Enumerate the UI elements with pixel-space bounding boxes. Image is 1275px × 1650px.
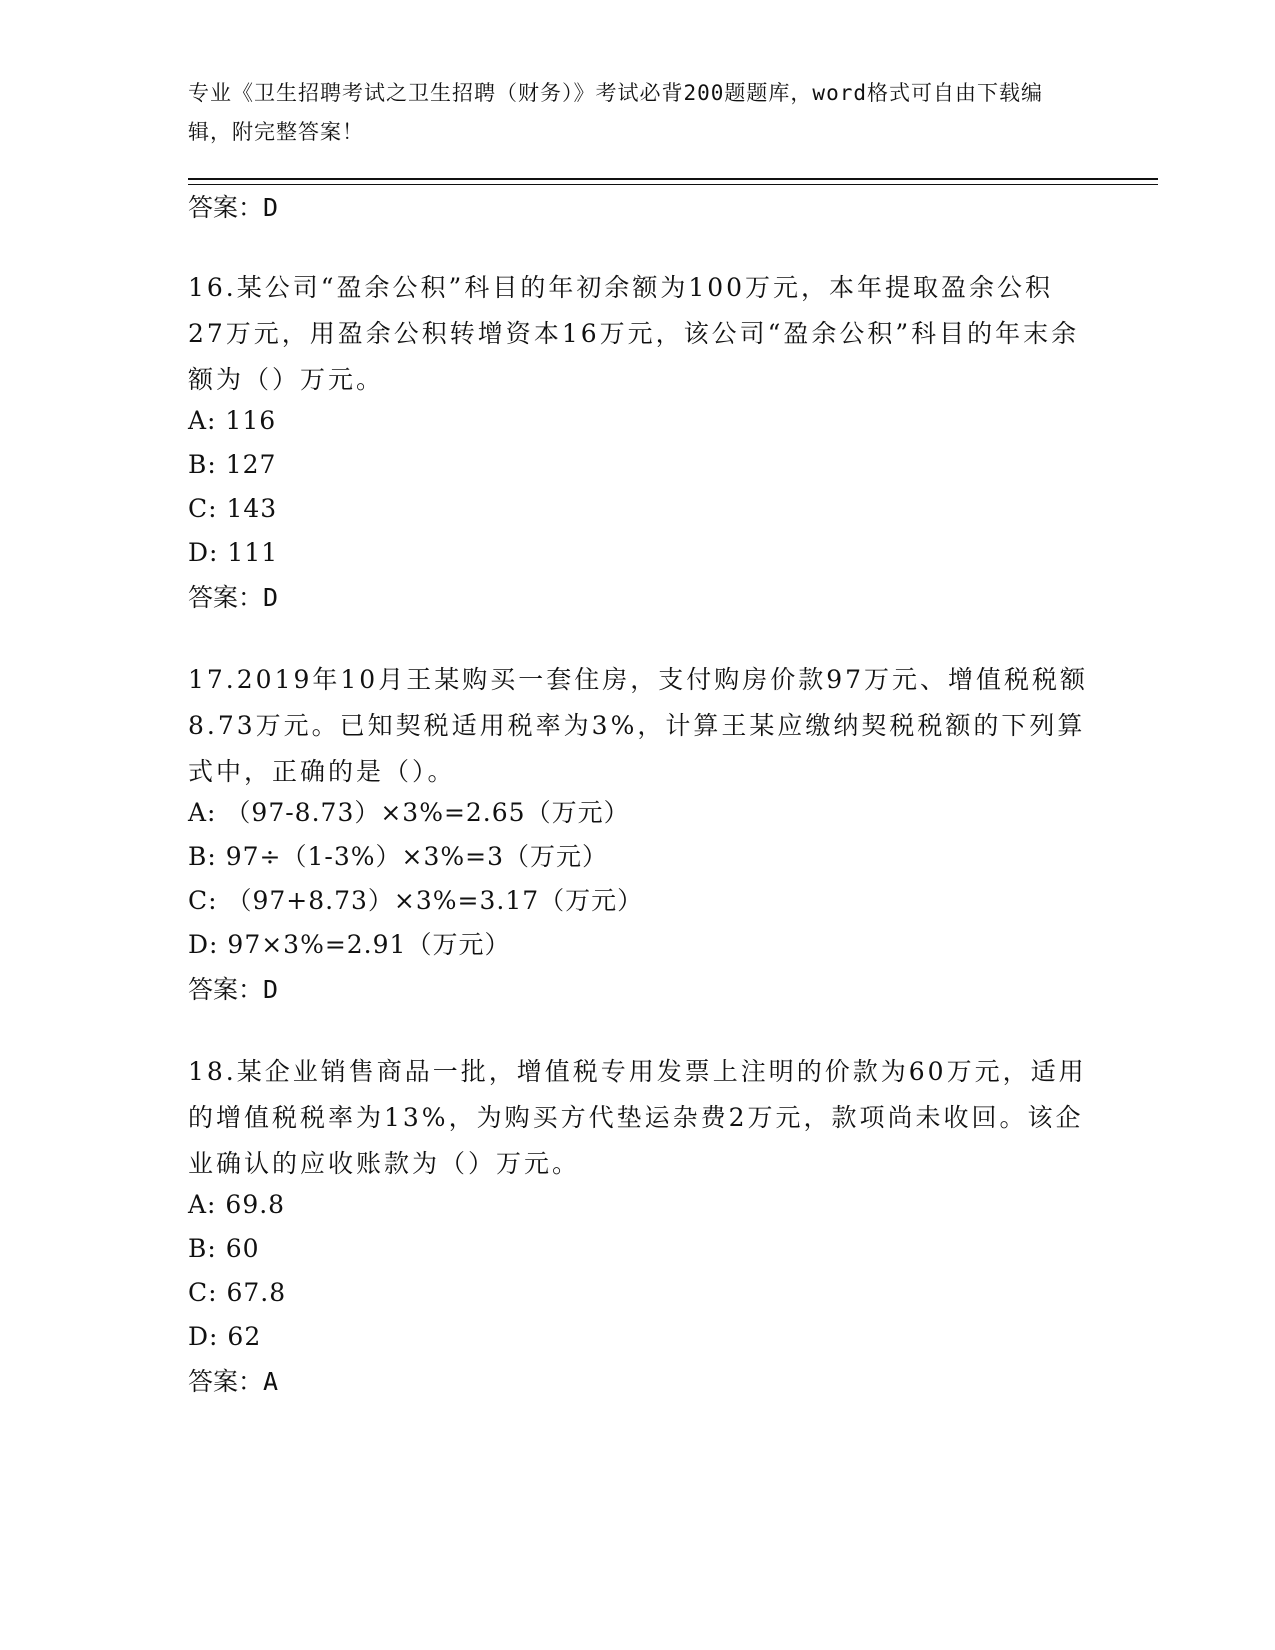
header-rule-thick [188,178,1158,180]
option-c: C: 67.8 [188,1278,287,1307]
question-text: 17.2019年10月王某购买一套住房，支付购房价款97万元、增值税税额8.73万元。已知契税适用税率为3%，计算王某应缴纳契税税额的下列算式中，正确的是（）。 [188,665,1089,786]
option-c: C: 143 [188,494,278,523]
answer-line: 答案：D [188,193,279,222]
answer-line: 答案：A [188,1367,279,1396]
document-header: 专业《卫生招聘考试之卫生招聘（财务）》考试必背200题题库，word格式可自由下载编辑，附完整答案！ [188,81,1043,144]
option-a: A: 116 [188,406,277,435]
header-rule-thin [188,184,1158,185]
option-d: D: 97×3%=2.91（万元） [188,930,511,959]
option-b: B: 127 [188,450,277,479]
option-d: D: 62 [188,1322,262,1351]
option-b: B: 97÷（1-3%）×3%=3（万元） [188,842,608,871]
question-text: 18.某企业销售商品一批，增值税专用发票上注明的价款为60万元，适用的增值税税率为13%，为购买方代垫运杂费2万元，款项尚未收回。该企业确认的应收账款为（）万元。 [188,1057,1087,1178]
option-c: C: （97+8.73）×3%=3.17（万元） [188,886,644,915]
answer-line: 答案：D [188,583,279,612]
option-b: B: 60 [188,1234,260,1263]
option-d: D: 111 [188,538,279,567]
question-text: 16.某公司“盈余公积”科目的年初余额为100万元，本年提取盈余公积27万元，用盈余公积转增资本16万元，该公司“盈余公积”科目的年末余额为（）万元。 [188,273,1080,394]
option-a: A: （97-8.73）×3%=2.65（万元） [188,798,630,827]
answer-line: 答案：D [188,975,279,1004]
option-a: A: 69.8 [188,1190,286,1219]
